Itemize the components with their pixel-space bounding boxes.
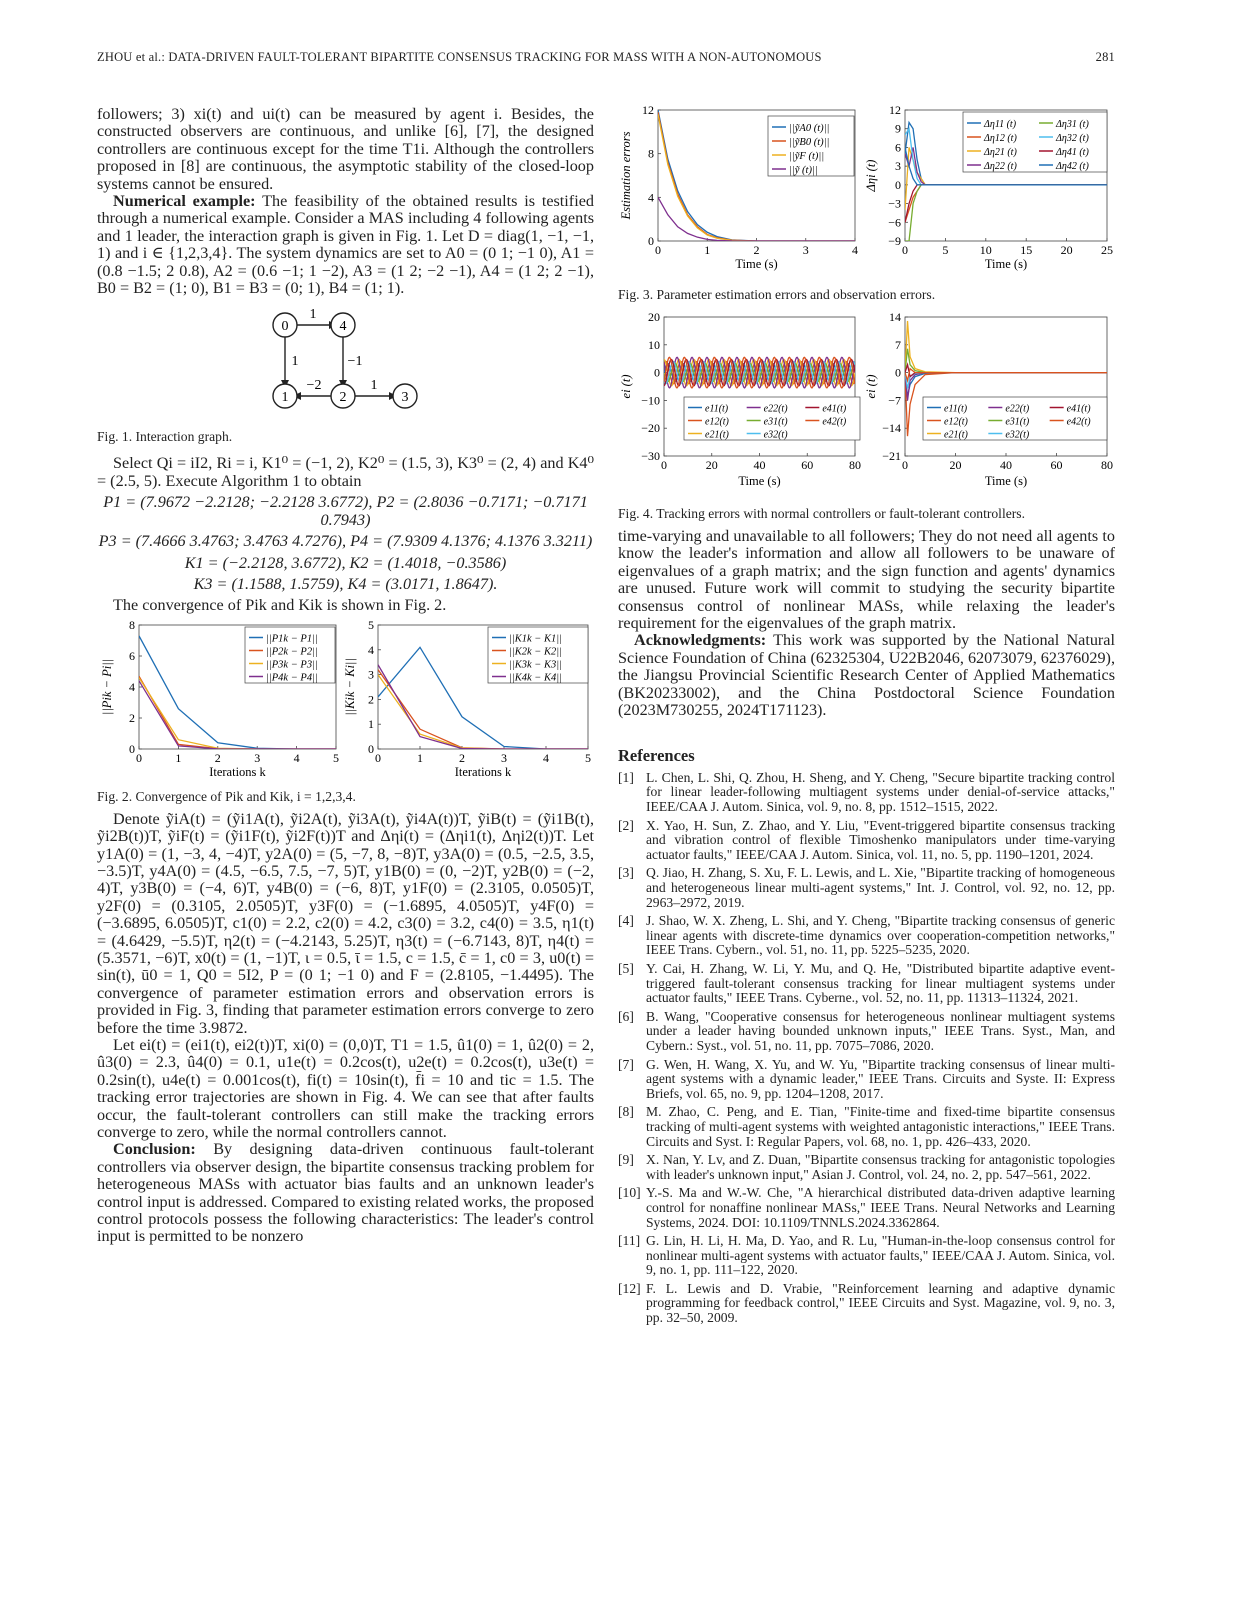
paragraph-continuation: time-varying and unavailable to all followers; They do not need all agents to know the leader's information and allow all followers to be unaware of eigenvalues of a graph matrix; and the sign function and agents' dynamics are unused. Future work will commit to studying the security bipartite consensus control of nonlinear MASs, while relaxing the leader's requirement for the eigenvalues of the graph matrix. (618, 527, 1115, 633)
legend-entry: Δη32 (t) (1056, 133, 1089, 144)
legend-entry: ||ỹA0 (t)|| (789, 123, 830, 134)
y-tick-label: 12 (889, 106, 901, 117)
node-label-1: 1 (281, 390, 289, 406)
x-tick-label: 15 (1020, 243, 1033, 257)
numerical-example-text: The feasibility of the obtained results is testified through a numerical example. Consider a MAS including 4 following agents and 1 leader, the interaction graph is given in Fig. 1. Let D = diag(1, −1, −1, 1) and i ∈ {1,2,3,4}. The system dynamics are set to A0 = (0 1; −1 0), A1 = (0.8 −1.5; 2 0.8), A2 = (0.6 −1; 1 −2), A3 = (1 2; −2 −1), A4 = (1 2; 2 −1), B0 = B2 = (1; 0), B1 = B3 = (0; 1), B4 = (1; 1). (97, 192, 594, 298)
reference-item (618, 914, 1115, 958)
y-tick-label: 1 (368, 716, 374, 731)
reference-number: [12] (618, 1280, 641, 1296)
legend-entry: e41(t) (1066, 403, 1091, 415)
x-tick-label: 2 (753, 243, 760, 257)
y-tick-label: 7 (895, 337, 901, 352)
chart-fig4a (618, 313, 863, 488)
legend-entry: ||P1k − P1|| (266, 633, 318, 645)
y-axis-label: ei (t) (864, 374, 878, 399)
acknowledgments-text: This work was supported by the National Natural Science Foundation of China (62325304, U22B2046, 62073079, 62376029), the Jiangsu Provincial Scientific Research Center of Applied Mathematics (BK20233002), and the China Postdoctoral Science Foundation (2023M730255, 2024T171123). (618, 631, 1115, 720)
conclusion-heading: Conclusion: (113, 1140, 196, 1159)
fig3-caption: Fig. 3. Parameter estimation errors and observation errors. (618, 287, 936, 302)
chart-fig2b (342, 621, 594, 779)
legend (963, 112, 1107, 172)
legend-entry: e21(t) (944, 429, 968, 441)
reference-number: [5] (618, 961, 634, 976)
header-title: ZHOU et al.: DATA-DRIVEN FAULT-TOLERANT BIPARTITE CONSENSUS TRACKING FOR MASS WITH A NON-AUTONOMOUS (97, 50, 822, 64)
reference-text: J. Shao, W. X. Zheng, L. Shi, and Y. Cheng, "Bipartite tracking consensus of generic linear agents with discrete-time dynamics over cooperation-competition networks," IEEE Trans. Cybern., vol. 51, no. 11, pp. 5225–5235, 2020. (646, 913, 1115, 958)
edge-label-2-3: 1 (370, 378, 378, 394)
y-tick-label: 0 (368, 741, 374, 756)
y-tick-label: 10 (648, 337, 660, 352)
y-tick-label: −21 (882, 449, 901, 463)
x-tick-label: 5 (942, 243, 949, 257)
x-tick-label: 3 (501, 750, 507, 765)
x-tick-label: 80 (849, 458, 861, 472)
legend (923, 397, 1107, 441)
x-tick-label: 40 (1000, 458, 1012, 472)
x-axis-label: Time (s) (984, 474, 1028, 488)
y-tick-label: 20 (648, 313, 660, 324)
x-tick-label: 0 (902, 243, 908, 257)
reference-text: M. Zhao, C. Peng, and E. Tian, "Finite-time and fixed-time bipartite consensus tracking of multi-agent systems with weighted antagonistic interactions," IEEE Trans. Circuits and Syst. I: Regular Papers, vol. 68, no. 1, pp. 426–433, 2020. (646, 1104, 1115, 1149)
y-tick-label: 2 (129, 710, 135, 725)
y-tick-label: 0 (654, 365, 660, 380)
node-label-2: 2 (339, 390, 347, 406)
fig4-caption: Fig. 4. Tracking errors with normal controllers or fault-tolerant controllers. (618, 506, 1025, 521)
y-tick-label: 0 (648, 234, 654, 248)
edge-label-0-1: 1 (291, 354, 299, 370)
y-tick-label: 5 (368, 620, 374, 632)
edge-label-2-1: −2 (306, 378, 322, 394)
legend-entry: ||K3k − K3|| (509, 659, 563, 671)
x-tick-label: 20 (949, 458, 962, 472)
y-tick-label: 6 (129, 648, 135, 663)
paragraph-followers: followers; 3) xi(t) and ui(t) can be measured by agent i. Besides, the constructed observers are continuous, and unlike [6], [7], the designed controllers are continuous except for the time T1i. Although the controllers proposed in [8] are continuous, the asymptotic stability of the closed-loop systems cannot be ensured. (97, 105, 594, 193)
reference-number: [4] (618, 913, 634, 929)
y-tick-label: 4 (648, 190, 654, 205)
legend (245, 627, 335, 684)
y-axis-label: ei (t) (619, 374, 633, 399)
legend-entry: e31(t) (763, 416, 788, 428)
x-tick-label: 0 (661, 458, 667, 472)
x-tick-label: 1 (417, 750, 423, 765)
y-tick-label: −7 (888, 393, 901, 408)
reference-text: Q. Jiao, H. Zhang, S. Xu, F. L. Lewis, and L. Xie, "Bipartite tracking of homogeneous and heterogeneous linear multi-agent systems," Int. J. Control, vol. 92, no. 12, pp. 2963–2972, 2019. (646, 865, 1115, 910)
chart-fig4b (863, 313, 1115, 488)
legend-entry: ||K1k − K1|| (509, 633, 563, 645)
reference-number: [9] (618, 1152, 634, 1168)
legend-entry: Δη31 (t) (1056, 119, 1089, 130)
equation-K1-K2: K1 = (−2.2128, 3.6772), K2 = (1.4018, −0.3586) (184, 553, 507, 572)
x-tick-label: 5 (333, 750, 339, 765)
legend-entry: e42(t) (1066, 416, 1091, 428)
legend-entry: ||P3k − P3|| (266, 659, 318, 671)
y-tick-label: −20 (641, 421, 660, 436)
y-tick-label: 4 (368, 642, 374, 657)
legend-entry: e21(t) (705, 429, 729, 441)
x-tick-label: 4 (543, 750, 549, 765)
references-list (618, 771, 1115, 1326)
x-tick-label: 3 (254, 750, 261, 765)
x-tick-label: 60 (1050, 458, 1063, 472)
legend-entry: e31(t) (1005, 416, 1030, 428)
x-tick-label: 5 (585, 750, 591, 765)
legend-entry: e11(t) (705, 403, 729, 415)
legend-entry: ||ỹF (t)|| (789, 151, 825, 162)
y-tick-label: 0 (895, 177, 901, 192)
legend-entry: e22(t) (763, 403, 788, 415)
reference-text: B. Wang, "Cooperative consensus for heterogeneous nonlinear multiagent systems under a leader having bounded unknown inputs," IEEE Trans. Syst., Man, and Cybern.: Syst., vol. 51, no. 11, pp. 7075–7086, 2020. (646, 1008, 1115, 1053)
x-axis-label: Time (s) (738, 474, 781, 488)
y-tick-label: 8 (648, 146, 654, 161)
chart-fig3a (618, 106, 863, 271)
reference-number: [8] (618, 1104, 634, 1120)
x-tick-label: 40 (753, 458, 766, 472)
y-tick-label: 3 (895, 159, 901, 174)
x-tick-label: 20 (705, 458, 718, 472)
y-tick-label: −9 (888, 234, 901, 248)
x-tick-label: 20 (1060, 243, 1073, 257)
x-tick-label: 2 (214, 750, 221, 765)
reference-item (618, 1058, 1115, 1102)
y-tick-label: 3 (368, 667, 374, 682)
legend-entry: e32(t) (1005, 429, 1030, 441)
reference-item (618, 962, 1115, 1006)
numerical-example-heading: Numerical example: (113, 192, 256, 211)
x-tick-label: 3 (802, 243, 809, 257)
y-tick-label: 14 (889, 313, 901, 324)
reference-number: [2] (618, 817, 634, 833)
y-axis-label: ||Pik − Pi|| (100, 658, 114, 715)
reference-text: L. Chen, L. Shi, Q. Zhou, H. Sheng, and Y. Cheng, "Secure bipartite tracking control for linear leader-following multiagent systems under denial-of-service attacks," IEEE/CAA J. Autom. Sinica, vol. 9, no. 8, pp. 1512–1515, 2022. (646, 769, 1115, 815)
y-tick-label: 9 (895, 121, 901, 136)
legend-entry: Δη41 (t) (1056, 147, 1089, 158)
reference-number: [11] (618, 1233, 641, 1249)
x-tick-label: 0 (136, 750, 142, 765)
y-tick-label: 12 (642, 106, 654, 117)
y-axis-label: Δηi (t) (864, 159, 878, 192)
interaction-graph (97, 305, 594, 425)
x-tick-label: 10 (979, 243, 992, 257)
y-tick-label: 6 (895, 140, 901, 155)
x-tick-label: 1 (704, 243, 711, 257)
conclusion-text: By designing data-driven continuous fault-tolerant controllers via observer design, the bipartite consensus tracking problem for heterogeneous MASs with actuator bias faults and an unknown leader's control input is addressed. Compared to existing related works, the proposed control protocols possess the following characteristics: The leader's control input is permitted to be nonzero (97, 1140, 594, 1246)
reference-text: X. Yao, H. Sun, Z. Zhao, and Y. Liu, "Event-triggered bipartite consensus tracking and vibration control of flexible Timoshenko manipulators under time-varying actuator faults," IEEE/CAA J. Autom. Sinica, vol. 11, no. 5, pp. 1190–1201, 2024. (646, 817, 1115, 862)
reference-item (618, 866, 1115, 910)
running-header (97, 50, 1115, 65)
reference-item (618, 1105, 1115, 1149)
x-tick-label: 25 (1101, 243, 1113, 257)
y-tick-label: 0 (895, 365, 901, 380)
y-tick-label: 4 (129, 679, 135, 694)
y-axis-label: ||Kik − Ki|| (343, 657, 357, 716)
edge-label-0-4: 1 (309, 307, 317, 323)
reference-number: [6] (618, 1008, 634, 1024)
paragraph-acknowledgments (618, 632, 1115, 719)
reference-text: G. Wen, H. Wang, X. Yu, and W. Yu, "Bipartite tracking consensus of linear multi-agent systems with a dynamic leader," IEEE Trans. Circuits and Syste. II: Express Briefs, vol. 65, no. 9, pp. 1204–1208, 2017. (646, 1056, 1115, 1101)
legend (684, 397, 860, 441)
legend-entry: Δη42 (t) (1056, 161, 1089, 172)
reference-text: X. Nan, Y. Lv, and Z. Duan, "Bipartite consensus tracking for antagonistic topologies with leader's unknown input," Asian J. Control, vol. 24, no. 2, pp. 547–561, 2022. (646, 1152, 1115, 1182)
legend-entry: ||K4k − K4|| (509, 672, 563, 684)
legend-entry: Δη22 (t) (984, 161, 1017, 172)
y-tick-label: −10 (641, 393, 660, 408)
x-tick-label: 4 (293, 750, 300, 765)
fig1-caption: Fig. 1. Interaction graph. (97, 429, 233, 445)
y-tick-label: −6 (888, 215, 901, 230)
y-tick-label: 8 (129, 620, 135, 632)
reference-item (618, 1282, 1115, 1326)
reference-item (618, 1153, 1115, 1182)
reference-item (618, 1186, 1115, 1230)
reference-text: Y.-S. Ma and W.-W. Che, "A hierarchical distributed data-driven adaptive learning control for nonaffine nonlinear MASs," IEEE Trans. Neural Networks and Learning Systems, 2024. DOI: 10.1109/TNNLS.2024.3362864. (646, 1185, 1115, 1230)
equation-K3-K4: K3 = (1.1588, 1.5759), K4 = (3.0171, 1.8647). (193, 574, 498, 593)
equation-P3-P4: P3 = (7.4666 3.4763; 3.4763 4.7276), P4 = (7.9309 4.1376; 4.1376 3.3211) (98, 532, 593, 551)
reference-number: [10] (618, 1185, 641, 1201)
x-axis-label: Time (s) (984, 257, 1028, 271)
right-column (618, 106, 1115, 1330)
legend-entry: e12(t) (705, 416, 729, 428)
page-number: 281 (1095, 50, 1115, 64)
legend (768, 116, 854, 176)
references-title: References (618, 746, 695, 766)
reference-text: Y. Cai, H. Zhang, W. Li, Y. Mu, and Q. He, "Distributed bipartite adaptive event-triggered fault-tolerant consensus tracking for linear multiagent systems under actuator faults," IEEE Trans. Cyberne., vol. 52, no. 11, pp. 11313–11324, 2021. (646, 961, 1115, 1006)
paragraph-numerical-example (97, 193, 594, 297)
x-tick-label: 0 (902, 458, 908, 472)
paragraph-let: Let ei(t) = (ei1(t), ei2(t))T, xi(0) = (0,0)T, T1 = 1.5, û1(0) = 1, û2(0) = 2, û3(0) = 2.3, û4(0) = 0.1, u1e(t) = 0.2cos(t), u2e(t) = 0.2cos(t), u3e(t) = 0.2sin(t), u4e(t) = 0.001cos(t), fi(t) = 10sin(t), f̄i = 10 and tic = 1.5. The tracking error trajectories are shown in Fig. 4. We can see that after faults occur, the fault-tolerant controllers can still make the tracking errors converge to zero, while the normal controllers cannot. (97, 1036, 594, 1142)
reference-item (618, 1010, 1115, 1054)
legend-entry: ||P4k − P4|| (266, 672, 318, 684)
x-tick-label: 1 (175, 750, 182, 765)
x-axis-label: Iterations k (209, 764, 266, 779)
legend-entry: Δη21 (t) (984, 147, 1017, 158)
x-axis-label: Iterations k (454, 764, 512, 779)
legend-entry: ||ỹB0 (t)|| (789, 137, 830, 148)
left-column (97, 106, 594, 1246)
legend-entry: e42(t) (822, 416, 847, 428)
legend-entry: ||K2k − K2|| (509, 646, 563, 658)
chart-fig3b (863, 106, 1115, 271)
reference-text: G. Lin, H. Li, H. Ma, D. Yao, and R. Lu, "Human-in-the-loop consensus control for nonlinear multi-agent systems with actuator faults," IEEE/CAA J. Autom. Sinica, vol. 9, no. 1, pp. 111–122, 2020. (646, 1233, 1115, 1278)
legend-entry: e11(t) (944, 403, 968, 415)
legend-entry: e32(t) (763, 429, 788, 441)
x-tick-label: 60 (801, 458, 814, 472)
node-label-0: 0 (281, 319, 289, 335)
x-tick-label: 0 (375, 750, 381, 765)
legend-entry: e41(t) (822, 403, 847, 415)
x-tick-label: 0 (655, 243, 661, 257)
edge-label-4-2: −1 (347, 354, 363, 370)
paragraph-select: Select Qi = iI2, Ri = i, K1⁰ = (−1, 2), K2⁰ = (1.5, 3), K3⁰ = (2, 4) and K4⁰ = (2.5, 5). Execute Algorithm 1 to obtain (97, 454, 594, 490)
reference-number: [7] (618, 1056, 634, 1072)
reference-item (618, 1234, 1115, 1278)
y-tick-label: 0 (129, 741, 135, 756)
legend-entry: e12(t) (944, 416, 968, 428)
reference-item (618, 819, 1115, 863)
paragraph-conclusion (97, 1141, 594, 1245)
y-tick-label: 2 (368, 692, 374, 707)
acknowledgments-heading: Acknowledgments: (634, 631, 767, 650)
chart-fig2a (97, 621, 342, 779)
paragraph-convergence: The convergence of Pik and Kik is shown in Fig. 2. (113, 596, 447, 615)
x-tick-label: 80 (1101, 458, 1113, 472)
paragraph-denote: Denote ỹiA(t) = (ỹi1A(t), ỹi2A(t), ỹi3A(t), ỹi4A(t))T, ỹiB(t) = (ỹi1B(t), ỹi2B(t))T, ỹiF(t) = (ỹi1F(t), ỹi2F(t))T and Δηi(t) = (Δηi1(t), Δηi2(t))T. Let y1A(0) = (1, −3, 4, −4)T, y2A(0) = (5, −7, 8, −8)T, y3A(0) = (0.5, −2.5, 3.5, −3.5)T, y4A(0) = (4.5, −6.5, 7.5, −7, 5)T, y1B(0) = (0, −2)T, y2B(0) = (−2, 4)T, y3B(0) = (−4, 6)T, y4B(0) = (−6, 8)T, y1F(0) = (2.3105, 0.0505)T, y2F(0) = (0.3105, 2.0505)T, y3F(0) = (−1.6895, 4.0505)T, y4F(0) = (−3.6895, 6.0505)T, c1(0) = 2.2, c2(0) = 4.2, c3(0) = 3.2, c4(0) = 3.5, η1(t) = (4.6429, −5.5)T, η2(t) = (−4.2143, 5.25)T, η3(t) = (−6.7143, 8)T, η4(t) = (5.3571, −6)T, x0(t) = (1, −1)T, ι = 0.5, ῑ = 1.5, c = 1.5, c̄ = 1, c0 = 3, u0(t) = sin(t), ū0 = 1, Q0 = 5I2, P = (0 1; −1 0) and F = (2.8105, −1.4495). The convergence of parameter estimation errors and observation errors is provided in Fig. 3, finding that parameter estimation errors converge to zero before the time 3.9872. (97, 809, 594, 1037)
legend-entry: Δη12 (t) (984, 133, 1017, 144)
legend-entry: Δη11 (t) (984, 119, 1017, 130)
reference-number: [1] (618, 769, 634, 785)
legend-entry: e22(t) (1005, 403, 1030, 415)
y-axis-label: Estimation errors (619, 131, 633, 220)
reference-text: F. L. Lewis and D. Vrabie, "Reinforcement learning and adaptive dynamic programming for feedback control," IEEE Circuits and Syst. Magazine, vol. 9, no. 3, pp. 32–50, 2009. (646, 1280, 1115, 1326)
legend-entry: ||P2k − P2|| (266, 646, 318, 658)
figure-1 (97, 305, 594, 425)
legend-entry: ||ỹ (t)|| (789, 165, 818, 176)
x-axis-label: Time (s) (735, 257, 778, 271)
y-tick-label: −14 (882, 421, 901, 436)
x-tick-label: 4 (852, 243, 858, 257)
node-label-3: 3 (401, 390, 409, 406)
y-tick-label: −30 (641, 449, 660, 463)
fig2-caption: Fig. 2. Convergence of Pik and Kik, i = 1,2,3,4. (97, 788, 356, 804)
figure-2 (97, 621, 594, 779)
x-tick-label: 2 (459, 750, 465, 765)
equation-P1-P2: P1 = (7.9672 −2.2128; −2.2128 3.6772), P2 = (2.8036 −0.7171; −0.7171 0.7943) (103, 493, 588, 529)
legend (488, 627, 588, 684)
reference-number: [3] (618, 865, 634, 881)
figure-3 (618, 106, 1115, 271)
figure-4 (618, 313, 1115, 488)
node-label-4: 4 (339, 319, 347, 335)
reference-item (618, 771, 1115, 815)
y-tick-label: −3 (888, 196, 901, 211)
